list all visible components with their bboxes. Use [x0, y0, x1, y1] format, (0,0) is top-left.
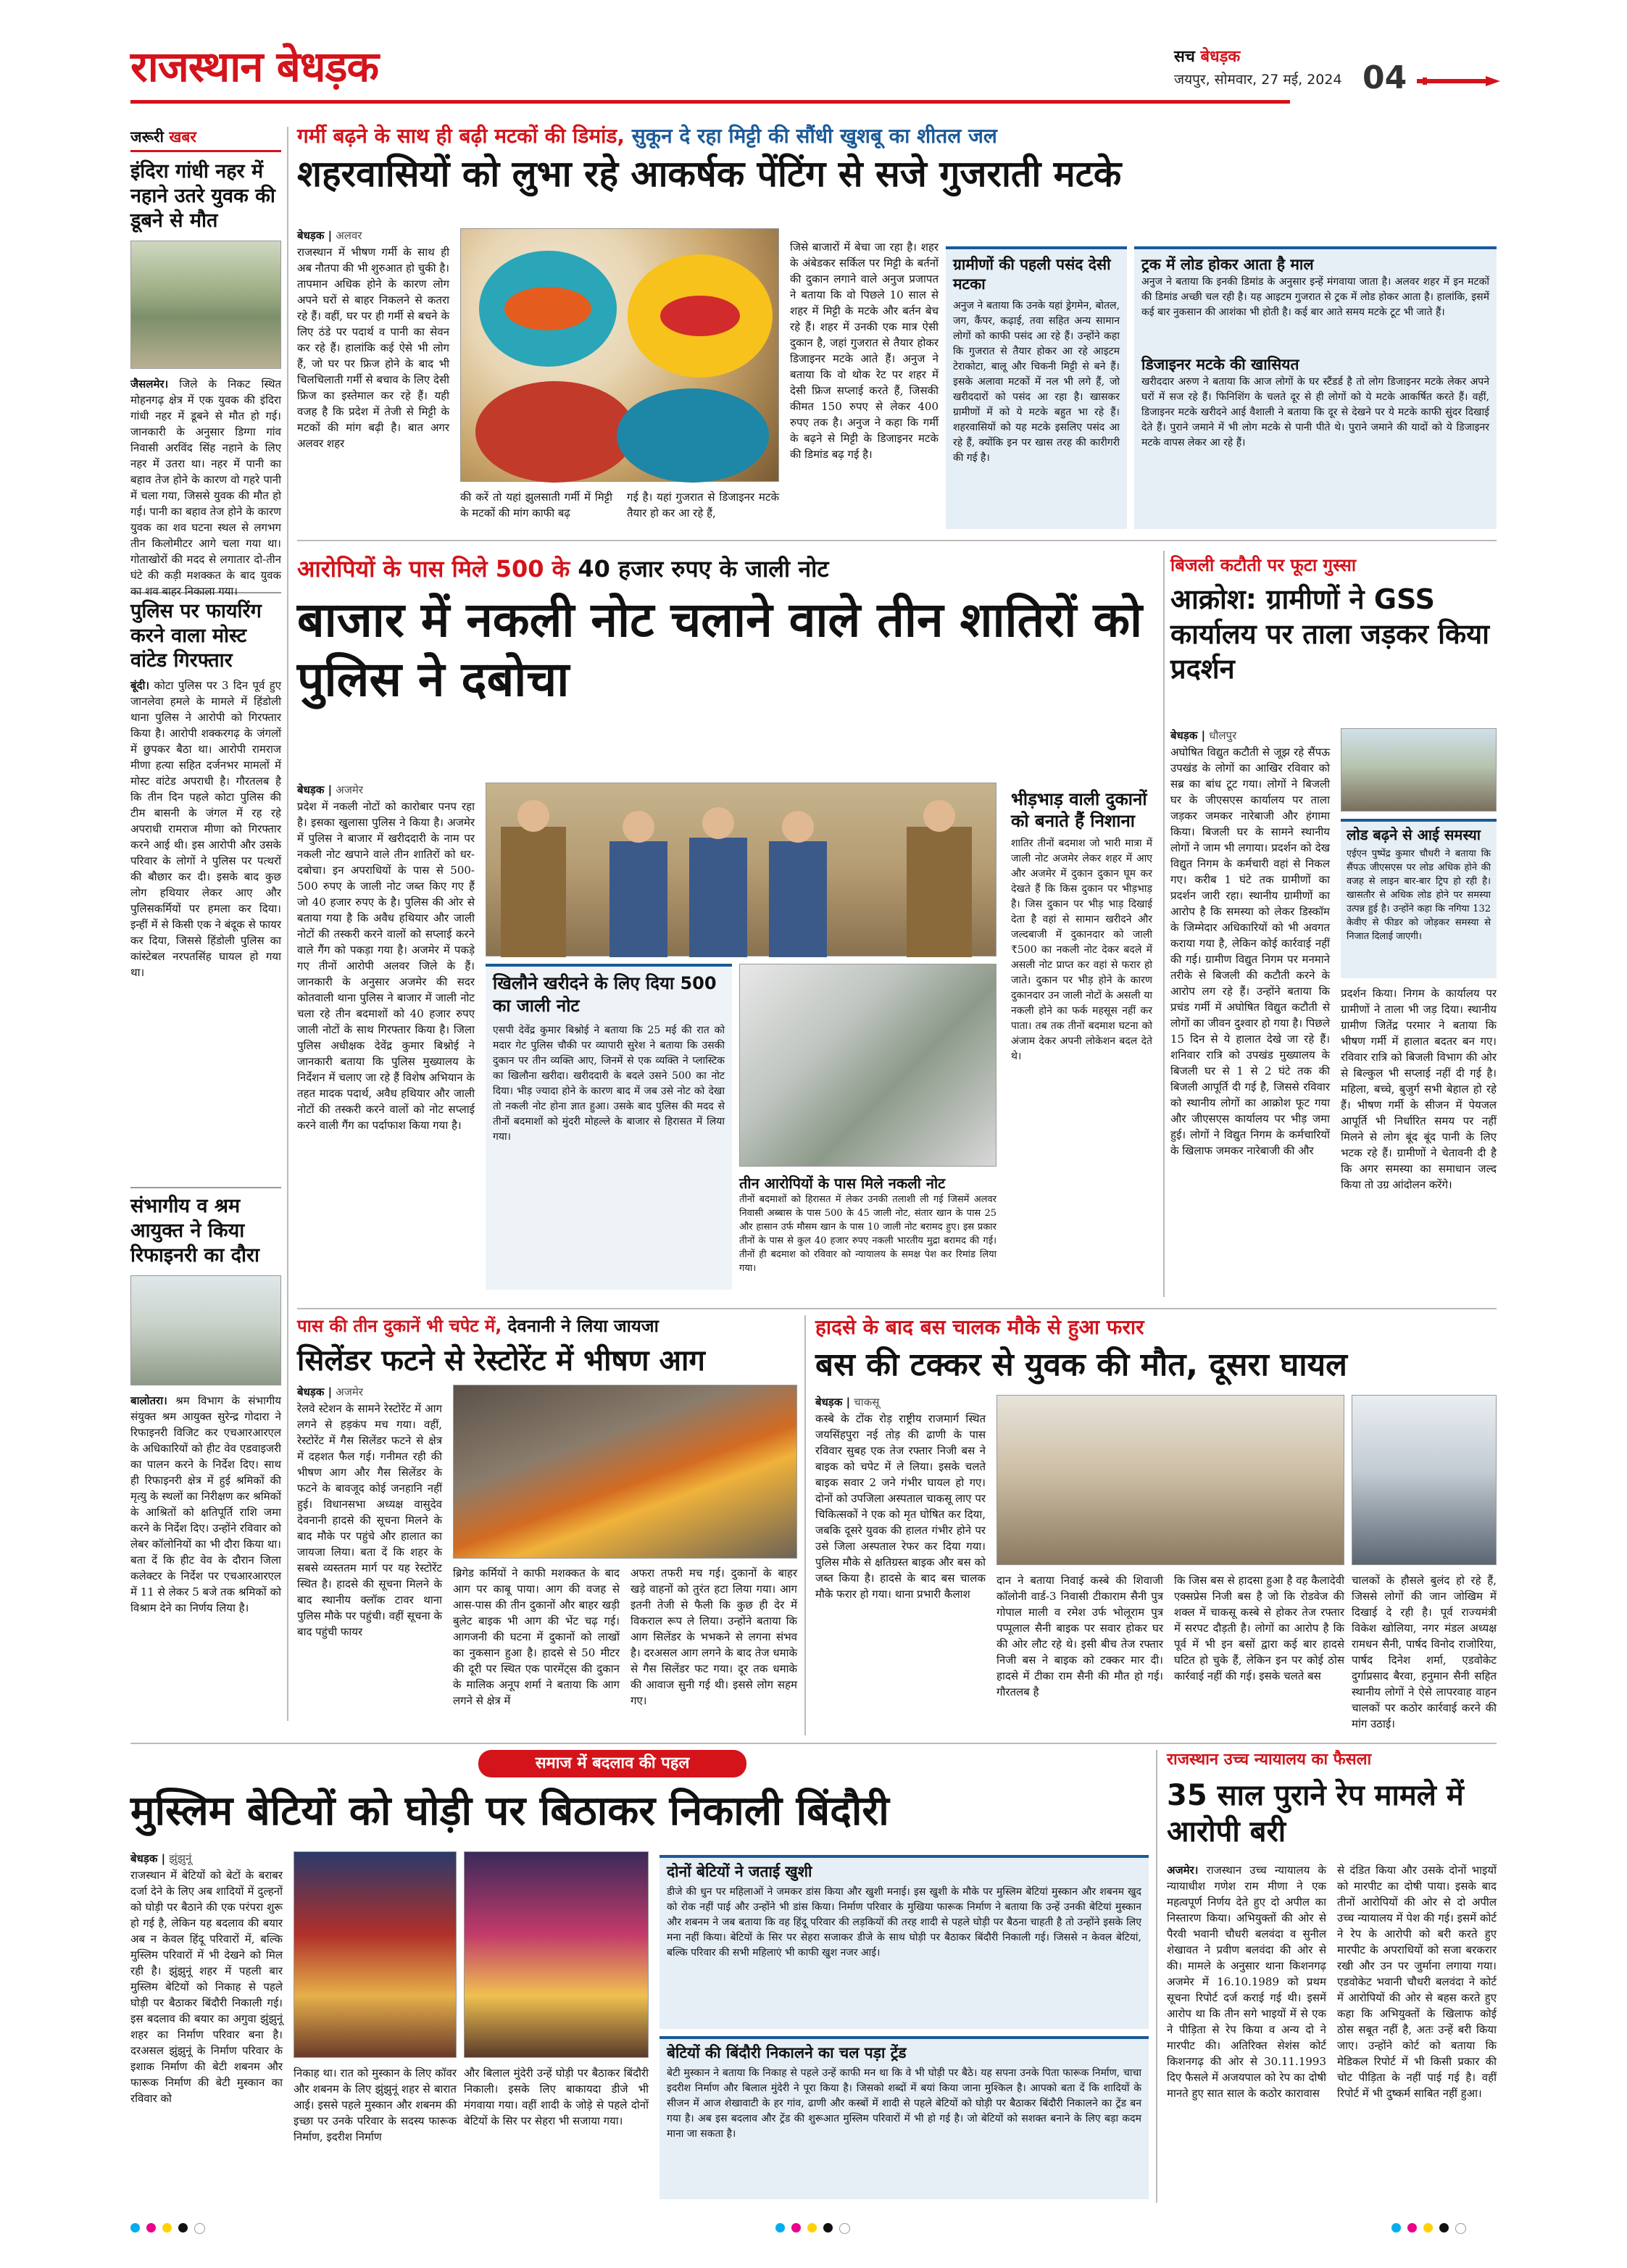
section-divider: [130, 1743, 1497, 1744]
page-number: 04: [1362, 59, 1407, 96]
fire-kicker: [297, 1315, 797, 1337]
fire-col2: [453, 1565, 620, 1725]
section-divider: [297, 540, 1497, 541]
gss-box: [1341, 819, 1497, 978]
bindori-pill: समाज में बदलाव की पहल: [478, 1750, 746, 1777]
gss-text: प्रदर्शन किया। निगम के कार्यालय पर ग्रामीणों ने ताला भी जड़ दिया। स्थानीय ग्रामीण जितेंद्र परमार ने बताया कि भीषण गर्मी में हालात बदतर बन गए। रविवार रात्रि को बिजली विभाग की ओर से बिल्कुल भी सप्लाई नहीं दी गई है। महिला, बच्चे, बुजुर्ग सभी बेहाल हो रहे हैं। भीषण गर्मी के सीजन में पेयजल आपूर्ति भी निर्धारित समय पर नहीं मिलने से लोग बूंद बूंद पानी के लिए भटक रहे हैं। ग्रामीणों ने चेतावनी दी है कि अगर समस्या का समाधान जल्द किया तो उग्र आंदोलन करेंगे।: [1341, 987, 1497, 1191]
bindori-col2: [294, 2065, 457, 2188]
court-body: [1167, 1862, 1326, 2196]
black-dot: [1439, 2223, 1449, 2232]
section-label-red: खबर: [169, 128, 197, 146]
matka-col1: [297, 228, 449, 505]
box-title: लोड बढ़ने से आई समस्या: [1347, 826, 1481, 843]
dateline: जयपुर, सोमवार, 27 मई, 2024: [1174, 72, 1342, 88]
byline-place: अजमेर: [336, 783, 363, 796]
cyan-dot: [1391, 2223, 1401, 2232]
magenta-dot: [791, 2223, 801, 2232]
police-photo: [486, 783, 996, 956]
notes-photo: [739, 964, 996, 1167]
bus-text: कि जिस बस से हादसा हुआ है वह कैलादेवी एक्सप्रेस निजी बस है जो कि रोडवेज की शक्ल में चाकसू कस्बे से होकर तेज रफ्तार में सरपट दौड़ती है। लोगों का आरोप है कि पूर्व में भी इन बसों द्वारा कई बार हादसे घटित हो चुके हैं, लेकिन इन पर कोई ठोस कार्रवाई नहीं की गई। इसके चलते बस: [1174, 1574, 1344, 1683]
protest-photo: [1341, 728, 1497, 812]
column-divider: [287, 127, 288, 1721]
matka-box-1: [946, 246, 1127, 529]
byline: बेधड़क | धौलपुर: [1170, 729, 1237, 742]
black-dot: [823, 2223, 833, 2232]
byline-brand: बेधड़क: [297, 1385, 325, 1398]
court-col1: [1167, 1862, 1326, 2196]
bindori-box-1: [659, 1855, 1149, 2029]
notes-story: [297, 554, 1160, 1301]
toy-text: एसपी देवेंद्र कुमार बिश्नोई ने बताया कि 25 मई की रात को मदार गेट पुलिस चौकी पर व्यापारी सुरेश ने बताया कि उसकी दुकान पर तीन व्यक्ति आए, जिनमें से एक व्यक्ति ने प्लास्टिक का खिलौना खरीदा। खरीददारी के बदले उसने 500 का नोट दिया। भीड़ ज्यादा होने के कारण बाद में जब उसे नोट को देखा तो नकली नोट होना ज्ञात हुआ। उसके बाद पुलिस की मदद से तीनों बदमाशों को मुंदरी मोहल्ले के बाजार से हिरासत में लिया गया।: [493, 1025, 725, 1143]
cyan-dot: [130, 2223, 140, 2232]
gss-col2: [1341, 985, 1497, 1283]
story-body: [130, 1393, 281, 1719]
box-text: खरीददार अरुण ने बताया कि आज लोगों के घर स्टैंडर्ड है तो लोग डिजाइनर मटके लेकर अपने घरों में सज रहे हैं। फिनिशिंग के चलते दूर से ही लोगों को ये मटके आकर्षित करते हैं। वहीं, डिजाइनर मटके खरीदने आई वैशाली ने बताया कि दूर से देखने पर ये मटके काफी सुंदर दिखाई देते हैं। पुराने जमाने में भी लोग मटके से पानी पीते थे। पुराने जमाने की यादों को ये डिजाइनर मटके वापस लेकर आ रहे हैं।: [1141, 376, 1489, 449]
notes-col1: [297, 783, 475, 1298]
section-label: [130, 127, 281, 152]
bindori-story: [130, 1750, 1149, 2203]
bindori-box-2: [659, 2036, 1149, 2199]
fire-text: रेलवे स्टेशन के सामने रेस्टोरेंट में आग लगने से हड़कंप मच गया। वहीं, रेस्टोरेंट में गैस सिलेंडर फटने से क्षेत्र में दहशत फैल गई। गनीमत रही की भीषण आग और गैस सिलेंडर के फटने के बावजूद कोई जनहानि नहीं हुई। विधानसभा अध्यक्ष वासुदेव देवनानी हादसे की सूचना मिलने के बाद मौके पर पहुंचे और हालात का जायजा लिया। बता दें कि शहर के सबसे व्यस्ततम मार्ग पर यह रेस्टोरेंट स्थित है। हादसे की सूचना मिलने के बाद स्थानीय क्लॉक टावर थाना पुलिस मौके पर पहुंची। वहीं सूचना के बाद पहुंची फायर: [297, 1402, 442, 1638]
notes-side-box: [1004, 783, 1160, 1293]
pen-icon: [1417, 75, 1500, 86]
gss-col1: [1170, 728, 1330, 1295]
notes-headline: बाजार में नकली नोट चलाने वाले तीन शातिरों को पुलिस ने दबोचा: [297, 592, 1143, 707]
bus-story: [815, 1315, 1497, 1735]
bus-text: दान ने बताया निवाई कस्बे की शिवाजी कॉलोनी वार्ड-3 निवासी टीकाराम सैनी पुत्र गोपाल माली व रमेश उर्फ भोलूराम पुत्र पप्पूलाल सैनी बाइक पर सवार होकर घर की ओर लौट रहे थे। इसी बीच तेज रफ्तार निजी बस ने बाइक को टक्कर मार दी। हादसे में टीका राम सैनी की मौत हो गई। गौरतलब है: [996, 1574, 1163, 1698]
fire-text: ब्रिगेड कर्मियों ने काफी मशक्कत के बाद आग पर काबू पाया। आग की वजह से आस-पास की तीन दुकानों और बाहर खड़ी बुलेट बाइक भी आग की भेंट चढ़ गई। आगजनी की घटना में दुकानों को लाखों का नुकसान हुआ है। हादसे से 50 मीटर की दूरी पर स्थित एक पारमेंट्स की दुकान के मालिक अनूप शर्मा ने बताया कि आग लगने से क्षेत्र में: [453, 1567, 620, 1707]
bus-kicker: हादसे के बाद बस चालक मौके से हुआ फरार: [815, 1315, 1144, 1339]
matka-text: जिसे बाजारों में बेचा जा रहा है। शहर के अंबेडकर सर्किल पर मिट्टी के बर्तनों की दुकान लगाने वाले अनुज प्रजापत ने बताया कि वो पिछले 10 साल से शहर में मिट्टी के मटके और बर्तन बेच रहे हैं। शहर में उनकी एक मात्र ऐसी दुकान है, जहां गुजरात से तैयार होकर डिजाइनर मटके आते हैं। अनुज ने बताया कि वो थोक रेट पर शहर में देसी फ्रिज सप्लाई करते हैं, जिसकी कीमत 150 रुपए से लेकर 400 रुपए तक है। अनुज ने कहा कि गर्मी के बढ़ने से मिट्टी के डिजाइनर मटके की डिमांड बढ़ गई है।: [790, 241, 939, 461]
box-text: अनुज ने बताया कि उनके यहां ड्रेगमेन, बोतल, जग, कैंपर, कढ़ाई, तवा सहित अन्य सामान लोगों को काफी पसंद आ रहे हैं। उन्होंने कहा कि गुजरात से तैयार होकर आ रहे आइटम टेराकोटा, बालू और चिकनी मिट्टी से बने हैं। इसके अलावा मटकों में नल भी लगे हैं, जो खरीददारों को पसंद आ रहा है। खासकर ग्रामीणों में को ये मटके बहुत भा रहे हैं। शहरवासियों को यह मटके इसलिए पसंद आ रहे हैं, क्योंकि इन पर खास तरह की कारीगरी की गई है।: [953, 300, 1120, 464]
registration-marks-center: [775, 2223, 850, 2234]
side-title: भीड़भाड़ वाली दुकानों को बनाते हैं निशाना: [1011, 789, 1147, 831]
bindori-text: निकाह था। रात को मुस्कान के लिए कॉवर और शबनम के लिए झुंझुनूं शहर से बारात आई। इससे पहले मुस्कान और शबनम की इच्छा पर उनके परिवार के सदस्य फारूक निर्माण, इदरीश निर्माण: [294, 2067, 457, 2143]
masthead-rule: [130, 100, 1290, 104]
court-kicker: राजस्थान उच्च न्यायालय का फैसला: [1167, 1751, 1372, 1769]
matka-kicker: [297, 123, 1497, 149]
story-body: [130, 376, 281, 598]
box-text: डीजे की धुन पर महिलाओं ने जमकर डांस किया और खुशी मनाई। इस खुशी के मौके पर मुस्लिम बेटियां मुस्कान और शबनम खुद को रोक नहीं पाई और उन्होंने भी डांस किया। निर्माण परिवार के मुखिया फारूक निर्माण ने बताया कि उन्हें उनकी बेटियां मुस्कान और शबनम ने जब बताया कि वह हिंदू परिवार की लड़कियों की तरह शादी से पहले घोड़ी पर बैठना चाहती है तो उन्होंने इसके लिए मना नहीं किया। बेटियों के सिर पर सेहरा सजाकर डीजे के साथ घोड़ी पर बैठाकर बिंदौरी निकाली गई। जिससे न केवल बेटियां, बल्कि परिवार की सभी महिलाएं भी काफी खुश नजर आई।: [667, 1886, 1141, 1959]
box-title: बेटियों की बिंदौरी निकालने का चल पड़ा ट्रेंड: [667, 2044, 907, 2061]
police-illustration: [486, 783, 997, 957]
byline-brand: बेधड़क: [815, 1396, 843, 1409]
white-dot: [839, 2223, 850, 2234]
bus-photo: [1352, 1395, 1497, 1565]
box-text: अनुज ने बताया कि इनकी डिमांड के अनुसार इन्हें मंगवाया जाता है। अलवर शहर में इन मटकों की डिमांड अच्छी चल रही है। यह आइटम गुजरात से ट्रक में लोड होकर आता है। हालांकि, इसमें कई बार नुकसान की आशंका भी होती है। कई बार आते समय मटके टूट भी जाते हैं।: [1141, 276, 1489, 318]
box-text: बेटी मुस्कान ने बताया कि निकाह से पहले उन्हें काफी मन था कि वे भी घोड़ी पर बैठे। यह सपना उनके पिता फारूक निर्माण, चाचा इदरीश निर्माण और बिलाल मुंदेरी ने पूरा किया है। जिसको शब्दों में बयां किया जाना मुश्किल है। आपको बता दें कि शादियों के सीजन में आज शेखावाटी के हर गांव, ढाणी और कस्बों में शादी से पहले बेटियों को घोड़ी पर बैठाकर बिंदौरी निकालने का ट्रेंड बन गया है। अब इस बदलाव और ट्रेंड की शुरूआत मुस्लिम परिवारों में भी हो गई है। जो बेटियों को सशक्त बनाने के लिए बड़ा कदम माना जा सकता है।: [667, 2067, 1141, 2140]
kicker-black: देवनानी ने लिया जायजा: [507, 1316, 659, 1336]
court-text: से दंडित किया और उसके दोनों भाइयों को मारपीट का दोषी पाया। इसके बाद तीनों आरोपियों की ओर से दो अपील उच्च न्यायालय में पेश की गई। इसमें कोर्ट ने रेप के आरोपी को बरी करते हुए मारपीट के अपराधियों को सजा बरकरार रखी और उन पर जुर्माना लगाया गया। एडवोकेट भवानी चौधरी बलवंदा ने कोर्ट में आरोपियों की ओर से बहस करते हुए कहा कि अभियुक्तों के खिलाफ कोई ठोस सबूत नहीं है, अतः उन्हें बरी किया जाए। उन्होंने कोर्ट को बताया कि मेडिकल रिपोर्ट में भी किसी प्रकार की चोट पीड़िता के नहीं पाई गई है। वहीं रिपोर्ट में भी दुष्कर्म साबित नहीं हुआ।: [1337, 1864, 1497, 2100]
column-divider: [804, 1315, 806, 1735]
masthead-tag-prefix: सच: [1174, 48, 1195, 66]
byline: बेधड़क | अजमेर: [297, 1385, 363, 1398]
box-text: एईएन पुष्पेंद्र कुमार चौधरी ने बताया कि सैंपऊ जीएसएस पर लोड अधिक होने की वजह से लाइन बार-बार ट्रिप हो रही है। खासतौर से अधिक लोड होने पर समस्या उत्पन्न हुई है। उन्होंने कहा कि नगिया 132 केवीए से फीडर को जोड़कर समस्या से निजात दिलाई जाएगी।: [1347, 849, 1491, 942]
bus-col2: [996, 1572, 1163, 1725]
white-dot: [194, 2223, 205, 2234]
matka-col3: [790, 239, 939, 529]
fire-col1: [297, 1385, 442, 1730]
story-dateline: बूंदी।: [130, 679, 150, 692]
fire-text: अफरा तफरी मच गई। दुकानों के बाहर खड़े वाहनों को तुरंत हटा लिया गया। आग इतनी तेजी से फैली कि कुछ ही देर में विकराल रूप ले लिया। उन्होंने बताया कि आग सिलेंडर के भभकने से लगना संभव है। दरअसल आग लगने के बाद तेज धमाके से गैस सिलेंडर फट गया। दूर तक धमाके की आवाज सुनी गई थी। इससे लोग सहम गए।: [631, 1567, 797, 1707]
story-dateline: जैसलमेर।: [130, 378, 169, 391]
bride-photo-2: [464, 1851, 649, 2058]
court-dateline: अजमेर।: [1167, 1864, 1199, 1877]
byline: बेधड़क | झुंझुनूं: [130, 1852, 192, 1865]
notes-kicker: [297, 554, 1160, 583]
box-title: डिजाइनर मटके की खासियत: [1141, 356, 1299, 373]
byline-place: चाकसू: [854, 1396, 880, 1409]
story-text: जिले के निकट स्थित मोहनगढ़ क्षेत्र में एक युवक की इंदिरा गांधी नहर में डूबने से मौत हो गई। जानकारी के अनुसार डिग्गा गांव निवासी अरविंद सिंह नहाने के लिए नहर में उतरा था। नहर में पानी का बहाव तेज होने के कारण वो गहरे पानी में चला गया, जिससे युवक की मौत हो गई। पानी का बहाव तेज होने के कारण युवक का शव घटना स्थल से लगभग तीन किलोमीटर आगे चला गया था। गोताखोरों की मदद से लगातार दो-तीन घंटे की कड़ी मशक्कत के बाद युवक का शव बाहर निकाला गया।: [130, 378, 281, 598]
byline: बेधड़क | चाकसू: [815, 1396, 880, 1409]
masthead-tag: [1174, 45, 1240, 67]
court-headline: 35 साल पुराने रेप मामले में आरोपी बरी: [1167, 1779, 1464, 1848]
matka-text: की करें तो यहां झुलसाती गर्मी में मिट्टी के मटकों की मांग काफी बढ़: [460, 491, 612, 520]
black-dot: [178, 2223, 188, 2232]
matka-box-2: [1134, 246, 1497, 529]
story-title: संभागीय व श्रम आयुक्त ने किया रिफाइनरी का दौरा: [130, 1195, 260, 1267]
byline-brand: बेधड़क: [130, 1852, 158, 1865]
story-title: इंदिरा गांधी नहर में नहाने उतरे युवक की डूबने से मौत: [130, 160, 275, 232]
yellow-dot: [807, 2223, 817, 2232]
caption-title: तीन आरोपियों के पास मिले नकली नोट: [739, 1175, 946, 1192]
byline-brand: बेधड़क: [1170, 729, 1198, 742]
notes-text: प्रदेश में नकली नोटों को कारोबार पनप रहा है। इसका खुलासा पुलिस ने किया है। अजमेर में पुलिस ने बाजार में खरीददारी के नाम पर नकली नोट खपाने वाले तीन शातिरों को धर-दबोचा। इन अपराधियों के पास से 500-500 रुपए के जाली नोट जब्त किए गए हैं जो 40 हजार रुपए के है। पुलिस की ओर से बताया गया है कि अवैध हथियार और जाली नोटों की तस्करी करने वालों को सप्लाई करने वाले गैंग को पकड़ा गया है। अजमेर में पकड़े गए तीनों आरोपी अलवर जिले के हैं। जानकारी के अनुसार अजमेर की सदर कोतवाली थाना पुलिस ने बाजार में जाली नोट चला रहे तीन बदमाशों को 40 हजार रुपए जाली नोटों के साथ गिरफ्तार किया है। जिला पुलिस अधीक्षक देवेंद्र कुमार बिश्नोई ने जानकारी बताया कि पुलिस मुख्यालय के निर्देशन में चलाए जा रहे हैं विशेष अभियान के तहत मादक पदार्थ, अवैध हथियार और जाली नोटों की तस्करी करने वालों को नोट सप्लाई करने वाली गैंग का पर्दाफाश किया गया है।: [297, 800, 475, 1132]
bus-col4: [1352, 1572, 1497, 1730]
matka-story: [297, 123, 1497, 529]
registration-marks-right: [1391, 2223, 1466, 2234]
byline: बेधड़क | अलवर: [297, 229, 362, 242]
yellow-dot: [162, 2223, 172, 2232]
story-dateline: बालोतरा।: [130, 1394, 167, 1407]
box-title: दोनों बेटियों ने जताई खुशी: [667, 1863, 812, 1880]
white-dot: [1455, 2223, 1466, 2234]
box-title: ट्रक में लोड होकर आता है माल: [1141, 256, 1314, 273]
kicker-red: आरोपियों के पास मिले 500 के: [297, 555, 570, 583]
kicker-black: 40 हजार रुपए के जाली नोट: [578, 555, 829, 583]
pots-illustration: [461, 229, 780, 483]
byline-place: अलवर: [336, 229, 362, 242]
story-title: पुलिस पर फायरिंग करने वाला मोस्ट वांटेड गिरफ्तार: [130, 600, 262, 672]
byline-place: झुंझुनूं: [169, 1852, 192, 1865]
gss-headline: आक्रोश: ग्रामीणों ने GSS कार्यालय पर ताला जड़कर किया प्रदर्शन: [1170, 583, 1490, 685]
matka-text: राजस्थान में भीषण गर्मी के साथ ही अब नौतपा की भी शुरुआत हो चुकी है। तापमान अधिक होने के कारण लोग अपने घरों से बाहर निकलने से कतरा रहे हैं। वहीं, घर पर ही गर्मी से बचने के लिए ठंडे पर पदार्थ व पानी का सेवन कर रहे हैं। हालांकि कई ऐसे भी लोग हैं, जो घर पर फ्रिज होने के बाद भी चिलचिलाती गर्मी से बचाव के लिए देसी फ्रिज का इस्तेमाल कर रहे हैं। यही वजह है कि प्रदेश में तेजी से मिट्टी के मटकों की मांग बढ़ी है। बात अगर अलवर शहर: [297, 246, 449, 450]
cyan-dot: [775, 2223, 785, 2232]
bus-text: चालकों के हौसले बुलंद हो रहे हैं, जिससे लोगों की जान जोखिम में दिखाई दे रही है। पूर्व राज्यमंत्री विकेश खोलिया, नगर मंडल अध्यक्ष रामधन सैनी, पार्षद विनोद राजोरिया, पार्षद दिनेश शर्मा, एडवोकेट दुर्गाप्रसाद बैरवा, हनुमान सैनी सहित स्थानीय लोगों ने ऐसे लापरवाह वाहन चालकों पर कठोर कार्रवाई करने की मांग उठाई।: [1352, 1574, 1497, 1730]
yellow-dot: [1423, 2223, 1433, 2232]
fire-photo: [453, 1385, 797, 1559]
fire-story: [297, 1315, 797, 1735]
bindori-headline: मुस्लिम बेटियों को घोड़ी पर बिठाकर निकाली बिंदौरी: [130, 1788, 889, 1835]
canal-photo: [130, 241, 281, 369]
kicker-red: पास की तीन दुकानें भी चपेट में,: [297, 1316, 502, 1336]
masthead-tag-brand: बेधड़क: [1200, 48, 1241, 66]
bindori-col1: [130, 1851, 283, 2201]
masthead: [130, 38, 1500, 110]
bindori-text: और बिलाल मुंदेरी उन्हें घोड़ी पर बैठाकर बिंदौरी निकाली। इसके लिए बाकायदा डीजे भी मंगवाया गया। वहीं शादी के जोड़े से पहले दोनों बेटियों के सिर पर सेहरा भी सजाया गया।: [464, 2067, 649, 2127]
byline: बेधड़क | अजमेर: [297, 783, 363, 796]
bindori-col3: [464, 2065, 649, 2188]
side-text: शातिर तीनों बदमाश जो भारी मात्रा में जाली नोट अजमेर लेकर शहर में आए और अजमेर में दुकान दुकान घूम कर देखते हैं कि किस दुकान पर भीड़भाड़ है। जिस दुकान पर भीड़ भाड़ दिखाई देता है वहां से सामान खरीदने और जल्दबाजी में दुकानदार को जाली ₹500 का नकली नोट देकर बदले में असली नोट प्राप्त कर वहां से फरार हो जाते। दुकान पर भीड़ होने के कारण दुकानदार उन जाली नोटों के असली या नकली होने का फर्क महसूस नहीं कर पाता। तब तक तीनों बदमाश घटना को अंजाम देकर अपनी लोकेशन बदल देते थे।: [1011, 838, 1152, 1062]
bus-headline: बस की टक्कर से युवक की मौत, दूसरा घायल: [815, 1346, 1348, 1383]
story-body: [130, 678, 281, 1181]
bus-col3: [1174, 1572, 1344, 1725]
masthead-title: राजस्थान बेधड़क: [130, 42, 379, 91]
story-text: श्रम विभाग के संभागीय संयुक्त श्रम आयुक्त सुरेन्द्र गोदारा ने रिफाइनरी विजिट कर एचआरआरएल के अधिकारियों को हीट वेव एडवाइजरी का पालन करने के निर्देश दिए। साथ ही रिफाइनरी क्षेत्र में हुई श्रमिकों की मृत्यु के स्थलों का निरीक्षण कर श्रमिकों के आश्रितों को क्षतिपूर्ति राशि जमा करने के निर्देश दिए। उन्होंने रविवार को लेबर कॉलोनियों का भी दौरा किया था। बता दें कि हीट वेव के दौरान जिला कलेक्टर के निर्देश पर एचआरआरएल में 11 से लेकर 5 बजे तक श्रमिकों को विश्राम देने का निर्णय लिया है।: [130, 1394, 281, 1614]
toy-box: [486, 964, 732, 1290]
fire-col3: [631, 1565, 797, 1725]
gss-text: अघोषित विद्युत कटौती से जूझ रहे सैंपऊ उपखंड के लोगों का आखिर रविवार को सब्र का बांध टूट गया। लोगों ने बिजली घर के जीएसएस कार्यालय पर ताला जड़कर जमकर नारेबाजी और हंगामा किया। बिजली घर के सामने स्थानीय लोगों ने जाम भी लगाया। प्रदर्शन को देख विद्युत निगम के कर्मचारी वहां से निकल गए। करीब 1 घंटे तक ग्रामीणों का प्रदर्शन जारी रहा। स्थानीय ग्रामीणों का आरोप है कि समस्या को लेकर डिस्कॉम के जिम्मेदार अधिकारियों को भी अवगत कराया गया है, लेकिन कोई कार्रवाई नहीं की गई। ग्रामीण विद्युत निगम पर मनमाने तरीके से बिजली की कटौती करने के आरोप लग रहे हैं। उन्होंने बताया कि प्रचंड गर्मी में अघोषित विद्युत कटौती से लोगों का जीवन दुश्वार हो गया है। पिछले 15 दिन से ये हालात देखे जा रहे हैं। शनिवार रात्रि को उपखंड मुख्यालय के बिजली घर से 1 से 2 घंटे तक की बिजली आपूर्ति दी गई है, जिससे रविवार को स्थानीय लोगों का आक्रोश फूट गया और जीएसएस कार्यालय पर भीड़ जमा हुई। लोगों ने विद्युत निगम के कर्मचारियों के खिलाफ जमकर नारेबाजी की और: [1170, 746, 1330, 1157]
notes-caption: [739, 1174, 996, 1291]
byline-brand: बेधड़क: [297, 229, 325, 242]
court-story: [1167, 1750, 1497, 2203]
accident-photo: [996, 1395, 1344, 1565]
byline-place: धौलपुर: [1209, 729, 1237, 742]
bus-text: कस्बे के टोंक रोड़ राष्ट्रीय राजमार्ग स्थित जयसिंहपुरा नई तोड़ की ढाणी के पास रविवार सुबह एक तेज रफ्तार निजी बस ने बाइक को चपेट में ले लिया। इसके चलते बाइक सवार 2 जने गंभीर घायल हो गए। दोनों को उपजिला अस्पताल चाकसू लाए पर चिकित्सकों ने एक को मृत घोषित कर दिया, जबकि दूसरे युवक की हालत गंभीर होने पर उसे जिला अस्पताल रेफर कर दिया गया। पुलिस मौके से क्षतिग्रस्त बाइक और बस को जब्त किया है। हादसे के बाद बस चालक मौके फरार हो गया। थाना प्रभारी कैलाश: [815, 1412, 986, 1601]
column-divider: [1156, 1750, 1157, 2203]
matka-headline: शहरवासियों को लुभा रहे आकर्षक पेंटिंग से सजे गुजराती मटके: [297, 153, 1122, 195]
toy-title: खिलौने खरीदने के लिए दिया 500 का जाली नोट: [493, 973, 717, 1016]
court-col2: [1337, 1862, 1497, 2196]
caption-text: तीनों बदमाशों को हिरासत में लेकर उनकी तलाशी ली गई जिसमें अलवर निवासी अब्बास के पास 500 के 45 जाली नोट, संतार खान के पास 25 और हासान उर्फ मौसम खान के पास 10 जाली नोट बरामद हुए। इस प्रकार तीनों के पास से कुल 40 हजार रुपए नकली भारतीय मुद्रा बरामद की गई। तीनों ही बदमाश को रविवार को न्यायालय के समक्ष पेश कर रिमांड लिया गया।: [739, 1194, 996, 1274]
kicker-red: गर्मी बढ़ने के साथ ही बढ़ी मटकों की डिमांड,: [297, 124, 625, 148]
column-divider: [1163, 551, 1165, 1297]
gss-kicker: बिजली कटौती पर फूटा गुस्सा: [1170, 555, 1357, 575]
magenta-dot: [1407, 2223, 1417, 2232]
pots-photo: [460, 228, 779, 482]
bus-col1: [815, 1395, 986, 1730]
refinery-photo: [130, 1275, 281, 1385]
matka-text: गई है। यहां गुजरात से डिजाइनर मटके तैयार हो कर आ रहे हैं,: [627, 491, 779, 520]
court-text: राजस्थान उच्च न्यायालय के न्यायाधीश गणेश राम मीणा ने एक महत्वपूर्ण निर्णय देते हुए दो अपील का निस्तारण किया। अभियुक्तों की ओर से पैरवी भवानी चौधरी बलवंदा व सुनील शेखावत ने प्रवीण बलवंदा की ओर से की। मामले के अनुसार थाना किशनगढ़ अजमेर में 16.10.1989 को प्रथम सूचना रिपोर्ट दर्ज कराई गई थी। इसमें आरोप था कि तीन सगे भाइयों में से एक ने पीड़िता से रेप किया व अन्य दो ने मारपीट की। अतिरिक्त सेशंस कोर्ट किशनगढ़ की ओर से 30.11.1993 दिए फैसले में अजयपाल को रेप का दोषी मानते हुए सात साल के कठोर कारावास: [1167, 1864, 1326, 2100]
section-divider: [297, 1308, 1497, 1309]
byline-brand: बेधड़क: [297, 783, 325, 796]
registration-marks-left: [130, 2223, 205, 2234]
story-text: कोटा पुलिस पर 3 दिन पूर्व हुए जानलेवा हमले के मामले में हिंडोली थाना पुलिस ने आरोपी को गिरफ्तार किया है। आरोपी शक्करगढ़ के जंगलों में छुपकर बैठा था। आरोपी रामराज मीणा हत्या सहित दर्जनभर मामलों में मोस्ट वांटेड अपराधी है। गौरतलब है कि तीन दिन पहले कोटा पुलिस की टीम बासनी के जंगल में रह रहे अपराधी रामराज मीणा को गिरफ्तार करने आई थी। इस आरोपी और उसके परिवार के लोगों ने पुलिस पर पत्थरों की बौछार कर दी। इसके बाद कुछ लोग हथियार लेकर आए और पुलिसकर्मियों पर हमला कर दिया। इन्हीं में से किसी एक ने बंदूक से फायर कर दिया, जिससे हिंडोली पुलिस का कांस्टेबल नरपतसिंह घायल हो गया था।: [130, 679, 281, 979]
bride-photo-1: [294, 1851, 457, 2058]
magenta-dot: [146, 2223, 156, 2232]
section-label-black: जरूरी: [130, 128, 164, 146]
kicker-blue: सुकून दे रहा मिट्टी की सौंधी खुशबू का शीतल जल: [631, 124, 997, 148]
fire-headline: सिलेंडर फटने से रेस्टोरेंट में भीषण आग: [297, 1344, 705, 1377]
byline-place: अजमेर: [336, 1385, 363, 1398]
box-title: ग्रामीणों की पहली पसंद देसी मटका: [953, 256, 1111, 293]
bindori-text: राजस्थान में बेटियों को बेटों के बराबर दर्जा देने के लिए अब शादियों में दुल्हनों को घोड़ी पर बैठाने की एक परंपरा शुरू हो गई है, लेकिन यह बदलाव की बयार अब न केवल हिंदू परिवारों में, बल्कि मुस्लिम परिवारों में भी देखने को मिल रही है। झुंझुनूं शहर में पहली बार मुस्लिम बेटियों को निकाह से पहले घोड़ी पर बैठाकर बिंदौरी निकाली गई। इस बदलाव की बयार का अगुवा झुंझुनूं शहर का निर्माण परिवार बना है। दरअसल झुंझुनूं के निर्माण परिवार के इशाक निर्माण की बेटी शबनम और फारूक निर्माण की बेटी मुस्कान का रविवार को: [130, 1869, 283, 2105]
gss-story: [1170, 554, 1497, 1301]
matka-col2: [460, 489, 779, 525]
